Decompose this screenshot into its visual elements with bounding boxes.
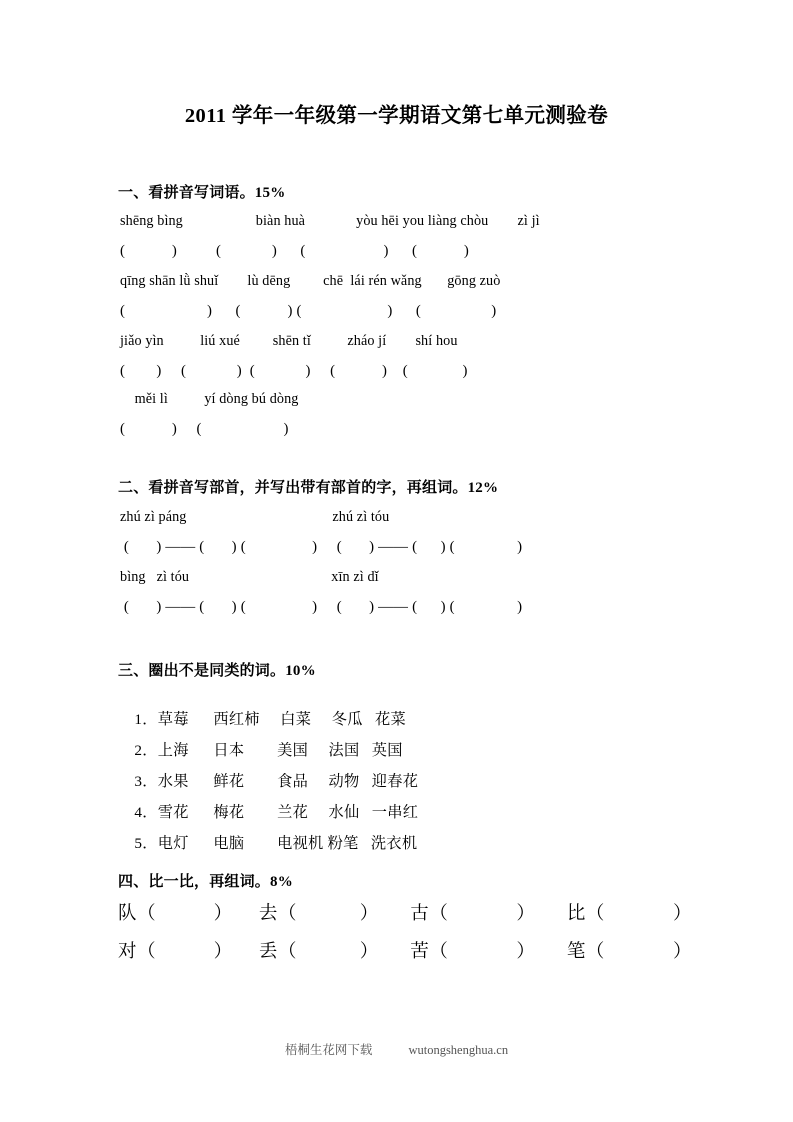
list-item-words: 电灯 电脑 电视机 粉笔 洗衣机 — [157, 835, 418, 852]
section1-pinyin-row-2: qīng shān lǜ shuǐ lù dēng chē lái rén wǎng gōng zuò — [120, 273, 501, 289]
list-item-number: 2． — [134, 742, 158, 759]
section4-compare-row-1[interactable]: 队（ ） 去（ ） 古（ ） 比（ ） — [118, 904, 693, 924]
section2-bracket-row-2[interactable]: ( ) —— ( ) ( ) ( ) —— ( ) ( ) — [120, 599, 523, 615]
section2-pinyin-row-1: zhú zì páng zhú zì tóu — [120, 509, 390, 525]
section-heading-3: 三、圈出不是同类的词。10% — [118, 663, 316, 679]
section2-pinyin-row-2: bìng zì tóu xīn zì dǐ — [120, 569, 379, 585]
section1-bracket-row-4[interactable]: ( ) ( ) — [120, 421, 289, 437]
list-item-words: 草莓 西红柿 白菜 冬瓜 花菜 — [157, 711, 406, 728]
section-heading-4: 四、比一比，再组词。8% — [118, 874, 293, 890]
section2-bracket-row-1[interactable]: ( ) —— ( ) ( ) ( ) —— ( ) ( ) — [120, 539, 523, 555]
list-item-words: 上海 日本 美国 法国 英国 — [157, 742, 403, 759]
list-item-number: 5． — [134, 835, 158, 852]
section1-bracket-row-1[interactable]: ( ) ( ) ( ) ( ) — [120, 243, 470, 259]
list-item-words: 水果 鲜花 食品 动物 迎春花 — [157, 773, 419, 790]
section1-bracket-row-2[interactable]: ( ) ( ) ( ) ( ) — [120, 303, 497, 319]
section1-pinyin-row-1: shēng bìng biàn huà yòu hēi you liàng chòu zì jì — [120, 213, 540, 229]
list-item[interactable] — [118, 814, 417, 871]
footer-site-name: 梧桐生花网下载 — [284, 1043, 373, 1057]
list-item-number: 3． — [134, 773, 158, 790]
section1-pinyin-row-3: jiǎo yìn liú xué shēn tǐ zháo jí shí hou — [120, 333, 458, 349]
footer — [0, 1040, 793, 1058]
list-item-number: 1． — [134, 711, 158, 728]
section4-compare-row-2[interactable]: 对（ ） 丢（ ） 苦（ ） 笔（ ） — [118, 942, 693, 962]
section1-pinyin-row-4: měi lì yí dòng bú dòng — [120, 391, 299, 407]
page-title: 2011 学年一年级第一学期语文第七单元测验卷 — [184, 105, 609, 127]
footer-site-url: wutongshenghua.cn — [408, 1043, 509, 1057]
list-item-words: 雪花 梅花 兰花 水仙 一串红 — [157, 804, 419, 821]
section1-bracket-row-3[interactable]: ( ) ( ) ( ) ( ) ( ) — [120, 363, 468, 379]
section-heading-2: 二、看拼音写部首，并写出带有部首的字，再组词。12% — [118, 480, 499, 496]
list-item-number: 4． — [134, 804, 158, 821]
section-heading-1: 一、看拼音写词语。15% — [118, 185, 286, 201]
